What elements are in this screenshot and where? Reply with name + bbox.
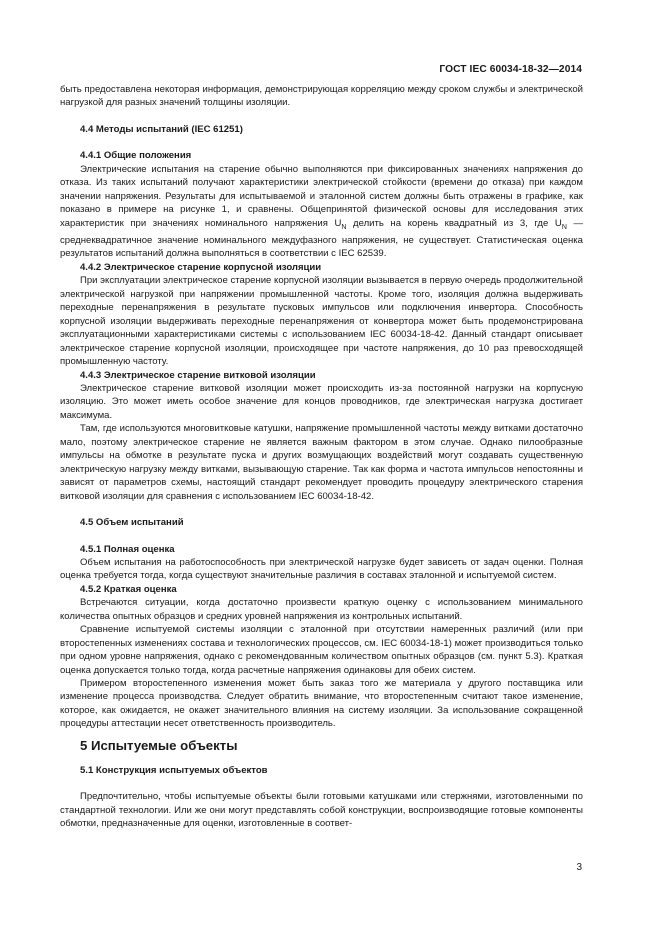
section-5-1-paragraph: Предпочтительно, чтобы испытуемые объекты были готовыми катушками или стержнями, изготовленными по стандартной технологии. Или же они могут представлять собой конструкции, воспроизводящие готовые компоненты обмотки, предназначенные для оценки, изготовленные в соответ- bbox=[60, 791, 583, 830]
page-content bbox=[60, 83, 583, 831]
section-4-5-1-paragraph: Объем испытания на работоспособность при электрической нагрузке будет зависеть от задач оценки. Полная оценка требуется тогда, когда существуют значительные различия в составах эталонной и испытуемой систем. bbox=[60, 556, 583, 582]
section-4-4-2-title: 4.4.2 Электрическое старение корпусной изоляции bbox=[80, 261, 322, 273]
section-5-1-title: 5.1 Конструкция испытуемых объектов bbox=[80, 764, 268, 776]
section-4-4-title: 4.4 Методы испытаний (IEC 61251) bbox=[80, 123, 243, 135]
section-4-5-2-title: 4.5.2 Краткая оценка bbox=[80, 583, 177, 595]
section-4-4-1-title: 4.4.1 Общие положения bbox=[80, 150, 192, 162]
section-4-5-2-paragraph-2: Сравнение испытуемой системы изоляции с эталонной при отсутствии намеренных различий (или при второстепенных изменениях состава и технологических процессов, см. IEC 60034-18-1) может производиться только при одном уровне напряжения, однако с рекомендованным количеством опытных образцов (см. пункт 5.3). Краткая оценка допускается только тогда, когда расчетные напряжения одинаковы для обеих систем. bbox=[60, 624, 583, 676]
intro-paragraph: быть предоставлена некоторая информация, демонстрирующая корреляцию между сроком службы и электрической нагрузкой для разных значений толщины изоляции. bbox=[60, 84, 583, 109]
page-number: 3 bbox=[576, 862, 582, 873]
section-4-4-3-paragraph-2: Там, где используются многовитковые катушки, напряжение промышленной частоты между витками достаточно мало, поэтому электрическое старение не является важным фактором в этом случае. Однако пилообразные импульсы на обмотке в результате пуска и других возмущающих воздействий могут создавать существенную электрическую нагрузку между витками, вызывающую старение. Так как форма и частота импульсов непостоянны и зависят от параметров схемы, настоящий стандарт рекомендует проводить процедуру электрического старения витковой изоляции для сравнения с использованием IEC 60034-18-42. bbox=[60, 423, 583, 502]
section-4-4-3-paragraph-1: Электрическое старение витковой изоляции может происходить из-за постоянной нагрузки на корпусную изоляцию. Это может иметь особое значение для концов проводников, где электрическая нагрузка достигает максимума. bbox=[60, 382, 583, 421]
section-4-5-2-paragraph-3: Примером второстепенного изменения может быть заказ того же материала у другого поставщика или изменение процесса производства. Следует обратить внимание, что второстепенным считают такое изменение, которое, как ожидается, не окажет значительного влияния на систему изоляции. За использование сокращенной процедуры аттестации несет ответственность производитель. bbox=[60, 678, 583, 730]
section-4-5-2-paragraph-1: Встречаются ситуации, когда достаточно произвести краткую оценку с использованием минимального количества опытных образцов и средних уровней напряжения из контрольных испытаний. bbox=[60, 597, 583, 622]
section-4-4-1-paragraph: Электрические испытания на старение обычно выполняются при фиксированных значениях напряжения до отказа. Из таких испытаний получают характеристики электрической стойкости (времени до отказа) при каждом значении напряжения. Результаты для испытываемой и эталонной систем должны быть отражены в графике, как показано в примере на рисунке 1, и сравнены. Общепринятой физической основы для исследования этих характеристик при значениях номинального напряжения $U_N$ делить на корень квадратный из 3, где $U_N$ — среднеквадратичное значение номинального междуфазного напряжения, не существует. Статистическая оценка результатов испытаний должна выполняться в соответствии с IEC 62539. bbox=[60, 163, 584, 260]
document-code: ГОСТ IEC 60034-18-32—2014 bbox=[439, 64, 582, 75]
section-4-4-3-title: 4.4.3 Электрическое старение витковой изоляции bbox=[80, 369, 316, 381]
section-5-title: 5 Испытуемые объекты bbox=[80, 737, 238, 753]
section-4-5-title: 4.5 Объем испытаний bbox=[80, 517, 184, 529]
section-4-5-1-title: 4.5.1 Полная оценка bbox=[80, 543, 175, 555]
section-4-4-2-paragraph: При эксплуатации электрическое старение корпусной изоляции вызывается в первую очередь продолжительной электрической нагрузкой при напряжении промышленной частоты. Кроме того, изоляция должна выдерживать переходные перенапряжения в результате пусковых импульсов или подключения инвертора. Способность корпусной изоляции выдерживать переходные перенапряжения от конвертора может быть продемонстрирована эксплуатационными характеристиками системы с использованием IEC 60034-18-42. Данный стандарт описывает электрическое старение корпусной изоляции, происходящее при частоте напряжения, до 10 раз превосходящей промышленную частоту. bbox=[60, 275, 583, 368]
